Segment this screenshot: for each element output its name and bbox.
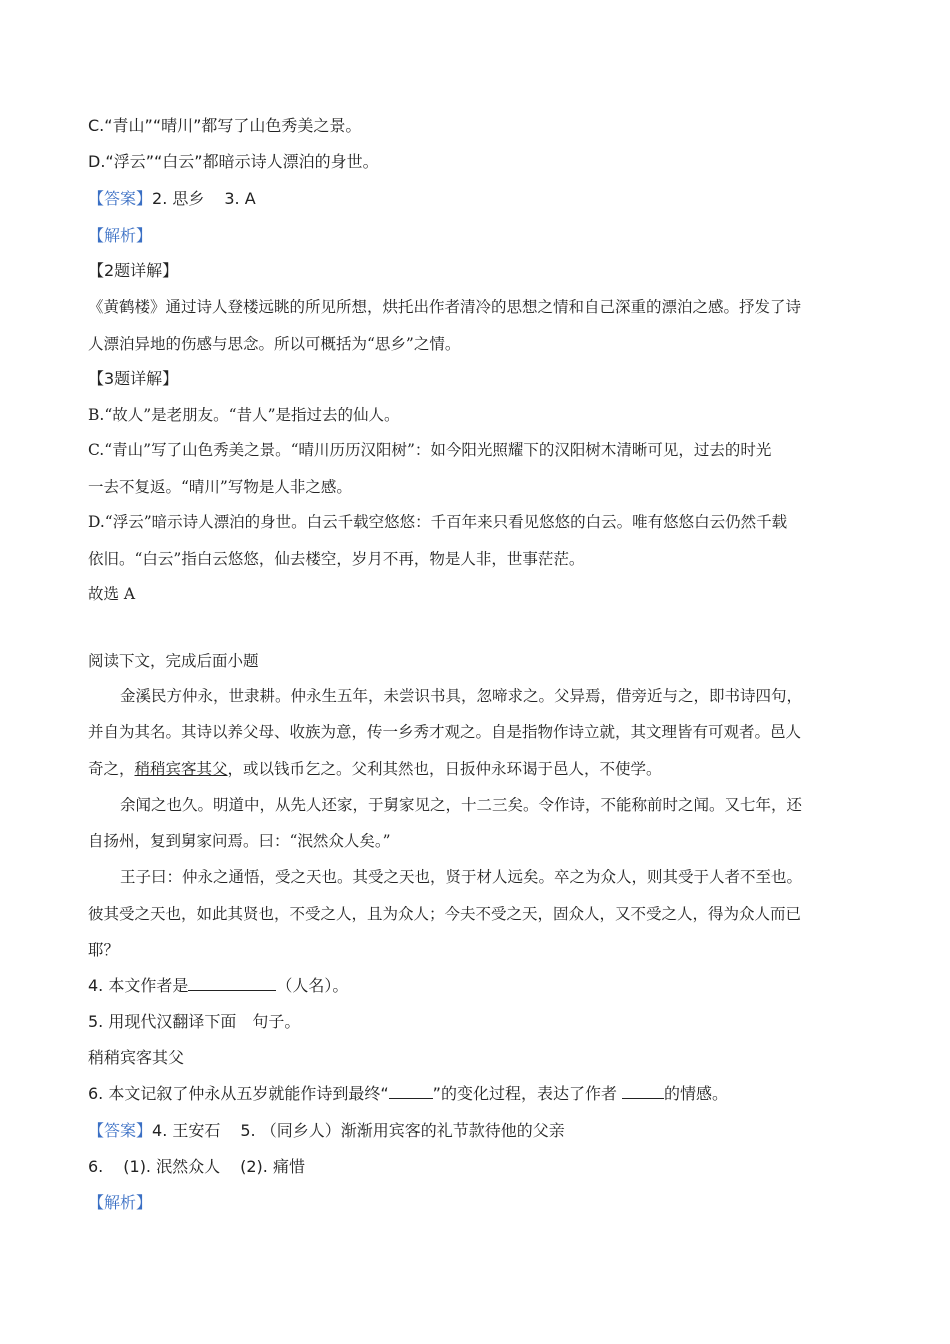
passage-p3-line-2: 彼其受之天也，如此其贤也，不受之人，且为众人；今夫不受之天，固众人，又不受之人，得为众人而已: [88, 905, 802, 923]
passage-p1-line-1: 金溪民方仲永，世隶耕。仲永生五年，未尝识书具，忽啼求之。父异焉，借旁近与之，即书诗四句，: [120, 687, 803, 705]
answer-2: 2. 思乡: [152, 189, 205, 208]
q2-detail-line-2: 人漂泊异地的伤感与思念。所以可概括为“思乡”之情。: [88, 335, 461, 353]
answer-blank: [188, 976, 276, 991]
answer-6-1: (1). 泯然众人: [123, 1157, 221, 1176]
q3-detail-heading: 【3题详解】: [88, 369, 179, 388]
answer-5: 5. （同乡人）渐渐用宾客的礼节款待他的父亲: [240, 1121, 565, 1140]
analysis-tag: 【解析】: [88, 1193, 153, 1212]
passage-p2-line-1: 余闻之也久。明道中，从先人还家，于舅家见之，十二三矣。令作诗，不能称前时之闻。又七年，还: [120, 796, 803, 814]
q3-detail-c-line-1: C.“青山”写了山色秀美之景。“晴川历历汉阳树”：如今阳光照耀下的汉阳树木清晰可见，过去的时光: [88, 441, 772, 459]
question-text: 6. 本文记叙了仲永从五岁就能作诗到最终“: [88, 1084, 389, 1103]
passage-text: 奇之，: [88, 760, 135, 778]
question-5: 5. 用现代汉翻译下面 句子。: [88, 1012, 301, 1031]
q3-detail-b: B.“故人”是老朋友。“昔人”是指过去的仙人。: [88, 406, 400, 424]
question-6: [88, 1084, 728, 1104]
answer-4: 4. 王安石: [152, 1121, 221, 1140]
passage-p3-line-1: 王子曰：仲永之通悟，受之天也。其受之天也，贤于材人远矣。卒之为众人，则其受于人者不至也。: [120, 868, 803, 886]
question-4: [88, 976, 348, 996]
answer-3: 3. A: [224, 189, 256, 208]
passage-p1-line-3: [88, 759, 662, 779]
q2-detail-line-1: 《黄鹤楼》通过诗人登楼远眺的所见所想，烘托出作者清冷的思想之情和自己深重的漂泊之感。抒发了诗: [88, 298, 802, 316]
answer-line-3: [88, 1157, 305, 1177]
answer-line-2: [88, 1121, 565, 1141]
q3-detail-d-line-1: D.“浮云”暗示诗人漂泊的身世。白云千载空悠悠：千百年来只看见悠悠的白云。唯有悠悠白云仍然千载: [88, 513, 788, 531]
q2-detail-heading: 【2题详解】: [88, 261, 179, 280]
passage-p3-line-3: 耶？: [88, 941, 120, 959]
reading-intro: 阅读下文，完成后面小题: [88, 652, 259, 670]
passage-p1-line-2: 并自为其名。其诗以养父母、收族为意，传一乡秀才观之。自是指物作诗立就，其文理皆有可观者。邑人: [88, 723, 802, 741]
answer-tag: 【答案】: [88, 1121, 153, 1140]
question-text: （人名）。: [276, 976, 349, 995]
question-5-sentence: 稍稍宾客其父: [88, 1048, 185, 1067]
question-text: 的情感。: [664, 1084, 729, 1103]
answer-tag: 【答案】: [88, 189, 153, 208]
answer-line-1: [88, 189, 256, 209]
q3-detail-d-line-2: 依旧。“白云”指白云悠悠，仙去楼空，岁月不再，物是人非，世事茫茫。: [88, 550, 585, 568]
q3-detail-c-line-2: 一去不复返。“晴川”写物是人非之感。: [88, 478, 352, 496]
answer-6-2: (2). 痛惜: [240, 1157, 305, 1176]
question-text: ”的变化过程，表达了作者: [432, 1084, 623, 1103]
passage-text: ，或以钱币乞之。父利其然也，日扳仲永环谒于邑人，不使学。: [227, 760, 662, 778]
question-text: 4. 本文作者是: [88, 976, 189, 995]
answer-blank: [389, 1084, 433, 1099]
answer-blank: [622, 1084, 664, 1099]
underlined-sentence: 稍稍宾客其父: [134, 760, 228, 778]
answer-6-number: 6.: [88, 1157, 104, 1176]
analysis-tag: 【解析】: [88, 226, 153, 245]
passage-p2-line-2: 自扬州，复到舅家问焉。曰：“泯然众人矣。”: [88, 832, 391, 850]
option-c: C.“青山”“晴川”都写了山色秀美之景。: [88, 116, 362, 135]
option-d: D.“浮云”“白云”都暗示诗人漂泊的身世。: [88, 152, 379, 171]
conclusion: 故选 A: [88, 585, 136, 603]
